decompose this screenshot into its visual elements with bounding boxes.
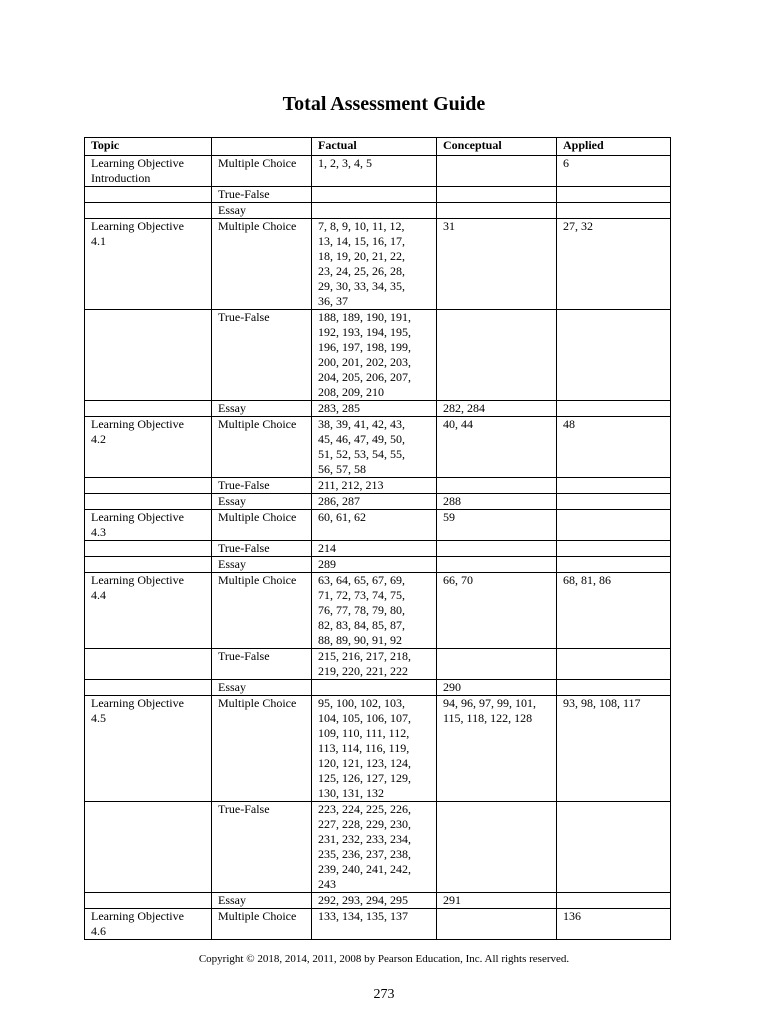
cell-applied xyxy=(557,401,671,417)
table-row xyxy=(85,696,671,802)
cell-conceptual xyxy=(437,541,557,557)
cell-question-type: Essay xyxy=(212,893,312,909)
cell-factual: 95, 100, 102, 103, 104, 105, 106, 107, 109, 110, 111, 112, 113, 114, 116, 119, 120, 121, 123, 124, 125, 126, 127, 129, 130, 131, 132 xyxy=(312,696,437,802)
cell-applied xyxy=(557,649,671,680)
cell-conceptual: 290 xyxy=(437,680,557,696)
header-topic: Topic xyxy=(85,138,212,156)
cell-conceptual xyxy=(437,187,557,203)
header-applied: Applied xyxy=(557,138,671,156)
cell-topic xyxy=(85,401,212,417)
table-row xyxy=(85,541,671,557)
cell-conceptual: 94, 96, 97, 99, 101, 115, 118, 122, 128 xyxy=(437,696,557,802)
header-question-type xyxy=(212,138,312,156)
cell-question-type: True-False xyxy=(212,649,312,680)
cell-question-type: Multiple Choice xyxy=(212,156,312,187)
cell-factual: 292, 293, 294, 295 xyxy=(312,893,437,909)
table-row xyxy=(85,187,671,203)
table-row xyxy=(85,510,671,541)
table-row xyxy=(85,573,671,649)
assessment-table xyxy=(84,137,671,940)
cell-applied xyxy=(557,187,671,203)
cell-topic xyxy=(85,802,212,893)
cell-conceptual: 40, 44 xyxy=(437,417,557,478)
cell-conceptual xyxy=(437,478,557,494)
cell-factual: 7, 8, 9, 10, 11, 12, 13, 14, 15, 16, 17, 18, 19, 20, 21, 22, 23, 24, 25, 26, 28, 29, 30, 33, 34, 35, 36, 37 xyxy=(312,219,437,310)
cell-topic xyxy=(85,494,212,510)
cell-question-type: True-False xyxy=(212,541,312,557)
cell-conceptual xyxy=(437,649,557,680)
cell-applied xyxy=(557,478,671,494)
cell-topic xyxy=(85,680,212,696)
cell-topic: Learning Objective Introduction xyxy=(85,156,212,187)
cell-topic: Learning Objective 4.2 xyxy=(85,417,212,478)
cell-factual: 283, 285 xyxy=(312,401,437,417)
table-row xyxy=(85,401,671,417)
cell-applied: 27, 32 xyxy=(557,219,671,310)
table-header-row xyxy=(85,138,671,156)
cell-applied xyxy=(557,310,671,401)
cell-factual: 223, 224, 225, 226, 227, 228, 229, 230, 231, 232, 233, 234, 235, 236, 237, 238, 239, 240, 241, 242, 243 xyxy=(312,802,437,893)
cell-factual: 289 xyxy=(312,557,437,573)
cell-topic xyxy=(85,893,212,909)
page-title: Total Assessment Guide xyxy=(282,93,486,115)
page-number: 273 xyxy=(373,987,395,1002)
cell-applied: 136 xyxy=(557,909,671,940)
cell-topic: Learning Objective 4.5 xyxy=(85,696,212,802)
cell-applied xyxy=(557,494,671,510)
table-row xyxy=(85,909,671,940)
cell-conceptual xyxy=(437,203,557,219)
cell-applied xyxy=(557,203,671,219)
cell-question-type: Multiple Choice xyxy=(212,573,312,649)
cell-factual: 1, 2, 3, 4, 5 xyxy=(312,156,437,187)
cell-applied xyxy=(557,541,671,557)
cell-factual: 133, 134, 135, 137 xyxy=(312,909,437,940)
cell-question-type: Multiple Choice xyxy=(212,696,312,802)
cell-question-type: Multiple Choice xyxy=(212,219,312,310)
cell-question-type: True-False xyxy=(212,310,312,401)
cell-applied: 93, 98, 108, 117 xyxy=(557,696,671,802)
cell-question-type: True-False xyxy=(212,802,312,893)
cell-question-type: Essay xyxy=(212,557,312,573)
cell-question-type: True-False xyxy=(212,187,312,203)
table-row xyxy=(85,494,671,510)
cell-conceptual xyxy=(437,802,557,893)
header-factual: Factual xyxy=(312,138,437,156)
cell-factual: 38, 39, 41, 42, 43, 45, 46, 47, 49, 50, 51, 52, 53, 54, 55, 56, 57, 58 xyxy=(312,417,437,478)
cell-applied xyxy=(557,557,671,573)
cell-conceptual: 31 xyxy=(437,219,557,310)
cell-topic xyxy=(85,478,212,494)
cell-topic: Learning Objective 4.3 xyxy=(85,510,212,541)
cell-topic: Learning Objective 4.6 xyxy=(85,909,212,940)
cell-applied xyxy=(557,510,671,541)
cell-conceptual xyxy=(437,557,557,573)
cell-conceptual: 59 xyxy=(437,510,557,541)
table-row xyxy=(85,680,671,696)
cell-conceptual: 288 xyxy=(437,494,557,510)
cell-factual: 60, 61, 62 xyxy=(312,510,437,541)
table-row xyxy=(85,310,671,401)
cell-applied: 48 xyxy=(557,417,671,478)
table-row xyxy=(85,893,671,909)
table-row xyxy=(85,649,671,680)
cell-question-type: Essay xyxy=(212,494,312,510)
cell-factual: 214 xyxy=(312,541,437,557)
table-row xyxy=(85,557,671,573)
table-row xyxy=(85,156,671,187)
cell-topic xyxy=(85,541,212,557)
cell-factual xyxy=(312,187,437,203)
cell-topic: Learning Objective 4.1 xyxy=(85,219,212,310)
cell-topic xyxy=(85,203,212,219)
cell-topic xyxy=(85,310,212,401)
cell-conceptual xyxy=(437,310,557,401)
cell-question-type: Multiple Choice xyxy=(212,417,312,478)
cell-topic xyxy=(85,557,212,573)
copyright-notice: Copyright © 2018, 2014, 2011, 2008 by Pearson Education, Inc. All rights reserved. xyxy=(198,953,570,965)
cell-factual: 63, 64, 65, 67, 69, 71, 72, 73, 74, 75, 76, 77, 78, 79, 80, 82, 83, 84, 85, 87, 88, 89, 90, 91, 92 xyxy=(312,573,437,649)
table-body xyxy=(85,156,671,940)
cell-conceptual: 66, 70 xyxy=(437,573,557,649)
cell-applied xyxy=(557,802,671,893)
cell-topic xyxy=(85,649,212,680)
cell-conceptual xyxy=(437,156,557,187)
header-conceptual: Conceptual xyxy=(437,138,557,156)
cell-factual: 215, 216, 217, 218, 219, 220, 221, 222 xyxy=(312,649,437,680)
cell-conceptual: 282, 284 xyxy=(437,401,557,417)
cell-factual xyxy=(312,680,437,696)
cell-conceptual xyxy=(437,909,557,940)
table-row xyxy=(85,203,671,219)
cell-question-type: Essay xyxy=(212,680,312,696)
cell-topic: Learning Objective 4.4 xyxy=(85,573,212,649)
cell-question-type: True-False xyxy=(212,478,312,494)
table-row xyxy=(85,478,671,494)
cell-applied: 68, 81, 86 xyxy=(557,573,671,649)
table-row xyxy=(85,417,671,478)
cell-factual: 286, 287 xyxy=(312,494,437,510)
cell-applied: 6 xyxy=(557,156,671,187)
cell-applied xyxy=(557,680,671,696)
cell-topic xyxy=(85,187,212,203)
cell-factual: 211, 212, 213 xyxy=(312,478,437,494)
cell-factual: 188, 189, 190, 191, 192, 193, 194, 195, 196, 197, 198, 199, 200, 201, 202, 203, 204, 205, 206, 207, 208, 209, 210 xyxy=(312,310,437,401)
cell-applied xyxy=(557,893,671,909)
cell-question-type: Multiple Choice xyxy=(212,510,312,541)
table-row xyxy=(85,802,671,893)
cell-factual xyxy=(312,203,437,219)
table-row xyxy=(85,219,671,310)
cell-question-type: Essay xyxy=(212,401,312,417)
cell-question-type: Essay xyxy=(212,203,312,219)
cell-question-type: Multiple Choice xyxy=(212,909,312,940)
cell-conceptual: 291 xyxy=(437,893,557,909)
